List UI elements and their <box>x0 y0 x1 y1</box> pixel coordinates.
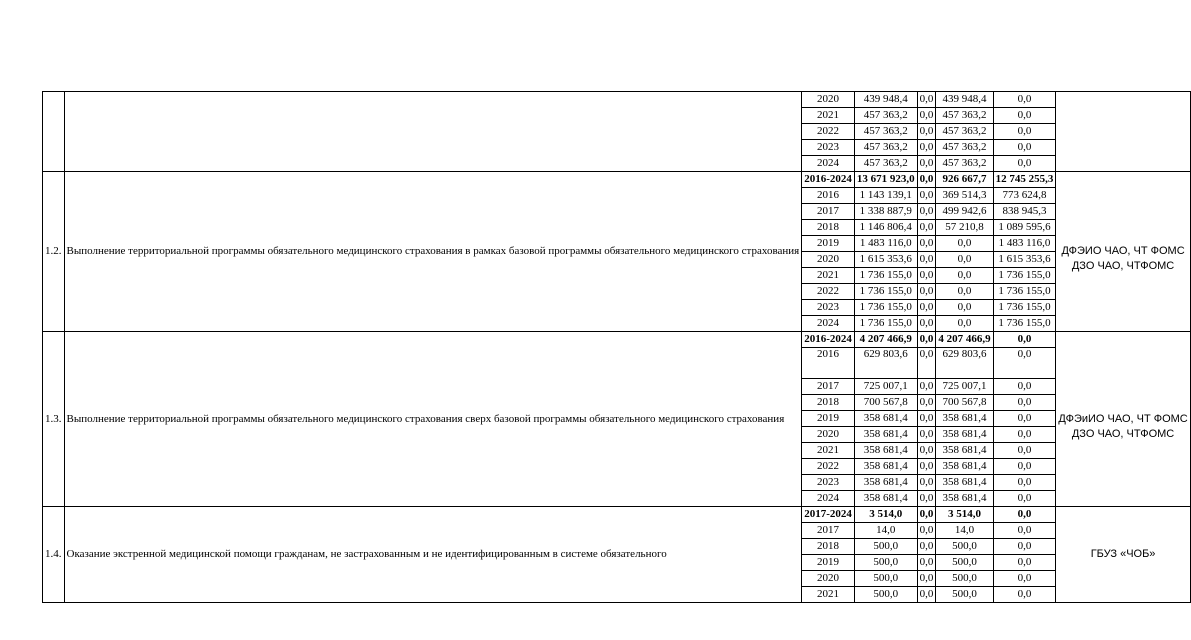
executor-name: ДФЭиИО ЧАО, ЧТ ФОМС <box>1058 412 1188 425</box>
year-cell: 2022 <box>802 124 855 140</box>
year-cell: 2021 <box>802 268 855 284</box>
total-cell: 358 681,4 <box>854 491 917 507</box>
ofoms-cell: 0,0 <box>993 427 1056 443</box>
okrug-budget-cell: 926 667,7 <box>936 172 993 188</box>
funding-table <box>42 91 1191 603</box>
total-cell: 457 363,2 <box>854 108 917 124</box>
total-cell: 358 681,4 <box>854 427 917 443</box>
year-cell: 2018 <box>802 395 855 411</box>
federal-budget-cell: 0,0 <box>917 443 936 459</box>
ofoms-cell: 0,0 <box>993 156 1056 172</box>
table-row <box>43 332 1191 348</box>
table-body <box>43 92 1191 603</box>
okrug-budget-cell: 700 567,8 <box>936 395 993 411</box>
okrug-budget-cell: 0,0 <box>936 316 993 332</box>
okrug-budget-cell: 358 681,4 <box>936 475 993 491</box>
ofoms-cell: 0,0 <box>993 587 1056 603</box>
year-cell: 2016-2024 <box>802 332 855 348</box>
ofoms-cell: 12 745 255,3 <box>993 172 1056 188</box>
year-cell: 2021 <box>802 108 855 124</box>
year-cell: 2021 <box>802 443 855 459</box>
total-cell: 1 736 155,0 <box>854 316 917 332</box>
okrug-budget-cell: 457 363,2 <box>936 108 993 124</box>
ofoms-cell: 0,0 <box>993 108 1056 124</box>
federal-budget-cell: 0,0 <box>917 268 936 284</box>
year-cell: 2023 <box>802 300 855 316</box>
ofoms-cell: 0,0 <box>993 124 1056 140</box>
ofoms-cell: 0,0 <box>993 539 1056 555</box>
executor-cell <box>1056 332 1190 507</box>
federal-budget-cell: 0,0 <box>917 427 936 443</box>
federal-budget-cell: 0,0 <box>917 411 936 427</box>
total-cell: 1 736 155,0 <box>854 268 917 284</box>
executor-name: ДЗО ЧАО, ЧТФОМС <box>1071 260 1175 272</box>
item-number: 1.2. <box>43 172 65 332</box>
federal-budget-cell: 0,0 <box>917 284 936 300</box>
executor-name: ГБУЗ «ЧОБ» <box>1090 548 1156 560</box>
federal-budget-cell: 0,0 <box>917 108 936 124</box>
total-cell: 500,0 <box>854 539 917 555</box>
total-cell: 500,0 <box>854 587 917 603</box>
measure-name: Выполнение территориальной программы обязательного медицинского страхования в рамках базовой программы обязательного медицинского страхования <box>64 172 802 332</box>
total-cell: 1 736 155,0 <box>854 284 917 300</box>
okrug-budget-cell: 3 514,0 <box>936 507 993 523</box>
okrug-budget-cell: 0,0 <box>936 300 993 316</box>
total-cell: 1 483 116,0 <box>854 236 917 252</box>
federal-budget-cell: 0,0 <box>917 236 936 252</box>
total-cell: 500,0 <box>854 555 917 571</box>
measure-name: Оказание экстренной медицинской помощи гражданам, не застрахованным и не идентифицированным в системе обязательного <box>64 507 802 603</box>
executor-name <box>1058 397 1187 412</box>
year-cell: 2020 <box>802 571 855 587</box>
year-cell: 2016 <box>802 188 855 204</box>
table-row <box>43 507 1191 523</box>
total-cell: 4 207 466,9 <box>854 332 917 348</box>
year-cell: 2023 <box>802 475 855 491</box>
ofoms-cell: 773 624,8 <box>993 188 1056 204</box>
executor-name: ДЗО ЧАО, ЧТФОМС <box>1071 427 1175 440</box>
table-row <box>43 172 1191 188</box>
year-cell: 2017 <box>802 523 855 539</box>
federal-budget-cell: 0,0 <box>917 172 936 188</box>
ofoms-cell: 1 736 155,0 <box>993 316 1056 332</box>
total-cell: 14,0 <box>854 523 917 539</box>
federal-budget-cell: 0,0 <box>917 332 936 348</box>
year-cell: 2017 <box>802 204 855 220</box>
total-cell: 1 146 806,4 <box>854 220 917 236</box>
ofoms-cell: 0,0 <box>993 507 1056 523</box>
year-cell: 2019 <box>802 555 855 571</box>
ofoms-cell: 0,0 <box>993 332 1056 348</box>
total-cell: 358 681,4 <box>854 459 917 475</box>
item-number: 1.3. <box>43 332 65 507</box>
federal-budget-cell: 0,0 <box>917 300 936 316</box>
ofoms-cell: 0,0 <box>993 555 1056 571</box>
federal-budget-cell: 0,0 <box>917 156 936 172</box>
okrug-budget-cell: 499 942,6 <box>936 204 993 220</box>
okrug-budget-cell: 358 681,4 <box>936 443 993 459</box>
ofoms-cell: 838 945,3 <box>993 204 1056 220</box>
executor-cell <box>1056 172 1190 332</box>
ofoms-cell: 0,0 <box>993 395 1056 411</box>
okrug-budget-cell: 57 210,8 <box>936 220 993 236</box>
okrug-budget-cell: 500,0 <box>936 539 993 555</box>
year-cell: 2023 <box>802 140 855 156</box>
okrug-budget-cell: 629 803,6 <box>936 348 993 379</box>
federal-budget-cell: 0,0 <box>917 316 936 332</box>
okrug-budget-cell: 457 363,2 <box>936 140 993 156</box>
ofoms-cell: 0,0 <box>993 443 1056 459</box>
year-cell: 2020 <box>802 92 855 108</box>
federal-budget-cell: 0,0 <box>917 124 936 140</box>
okrug-budget-cell: 0,0 <box>936 236 993 252</box>
ofoms-cell: 0,0 <box>993 348 1056 379</box>
total-cell: 358 681,4 <box>854 443 917 459</box>
okrug-budget-cell: 358 681,4 <box>936 427 993 443</box>
total-cell: 725 007,1 <box>854 379 917 395</box>
federal-budget-cell: 0,0 <box>917 459 936 475</box>
federal-budget-cell: 0,0 <box>917 587 936 603</box>
ofoms-cell: 1 483 116,0 <box>993 236 1056 252</box>
measure-name: Выполнение территориальной программы обязательного медицинского страхования сверх базовой программы обязательного медицинского страхования <box>64 332 802 507</box>
ofoms-cell: 0,0 <box>993 491 1056 507</box>
total-cell: 700 567,8 <box>854 395 917 411</box>
okrug-budget-cell: 358 681,4 <box>936 491 993 507</box>
ofoms-cell: 0,0 <box>993 571 1056 587</box>
year-cell: 2016 <box>802 348 855 379</box>
okrug-budget-cell: 725 007,1 <box>936 379 993 395</box>
federal-budget-cell: 0,0 <box>917 395 936 411</box>
federal-budget-cell: 0,0 <box>917 555 936 571</box>
total-cell: 358 681,4 <box>854 411 917 427</box>
ofoms-cell: 0,0 <box>993 379 1056 395</box>
okrug-budget-cell: 439 948,4 <box>936 92 993 108</box>
ofoms-cell: 1 089 595,6 <box>993 220 1056 236</box>
year-cell: 2024 <box>802 316 855 332</box>
table-row <box>43 92 1191 108</box>
ofoms-cell: 0,0 <box>993 459 1056 475</box>
federal-budget-cell: 0,0 <box>917 204 936 220</box>
okrug-budget-cell: 457 363,2 <box>936 124 993 140</box>
ofoms-cell: 0,0 <box>993 411 1056 427</box>
total-cell: 457 363,2 <box>854 156 917 172</box>
okrug-budget-cell: 358 681,4 <box>936 411 993 427</box>
total-cell: 439 948,4 <box>854 92 917 108</box>
year-cell: 2020 <box>802 252 855 268</box>
total-cell: 358 681,4 <box>854 475 917 491</box>
year-cell: 2024 <box>802 156 855 172</box>
ofoms-cell: 0,0 <box>993 523 1056 539</box>
ofoms-cell: 0,0 <box>993 92 1056 108</box>
federal-budget-cell: 0,0 <box>917 92 936 108</box>
total-cell: 500,0 <box>854 571 917 587</box>
federal-budget-cell: 0,0 <box>917 252 936 268</box>
okrug-budget-cell: 500,0 <box>936 555 993 571</box>
year-cell: 2017-2024 <box>802 507 855 523</box>
year-cell: 2021 <box>802 587 855 603</box>
federal-budget-cell: 0,0 <box>917 523 936 539</box>
total-cell: 1 338 887,9 <box>854 204 917 220</box>
total-cell: 1 143 139,1 <box>854 188 917 204</box>
federal-budget-cell: 0,0 <box>917 507 936 523</box>
executor-cell <box>1056 507 1190 603</box>
okrug-budget-cell: 0,0 <box>936 284 993 300</box>
year-cell: 2020 <box>802 427 855 443</box>
executor-name: ДФЭИО ЧАО, ЧТ ФОМС <box>1061 245 1185 257</box>
ofoms-cell: 0,0 <box>993 140 1056 156</box>
executor-cell <box>1056 92 1190 172</box>
total-cell: 457 363,2 <box>854 124 917 140</box>
total-cell: 1 615 353,6 <box>854 252 917 268</box>
okrug-budget-cell: 4 207 466,9 <box>936 332 993 348</box>
total-cell: 1 736 155,0 <box>854 300 917 316</box>
okrug-budget-cell: 0,0 <box>936 252 993 268</box>
federal-budget-cell: 0,0 <box>917 491 936 507</box>
year-cell: 2019 <box>802 236 855 252</box>
year-cell: 2024 <box>802 491 855 507</box>
executor-name <box>1058 229 1187 244</box>
okrug-budget-cell: 358 681,4 <box>936 459 993 475</box>
measure-name <box>64 92 802 172</box>
federal-budget-cell: 0,0 <box>917 348 936 379</box>
federal-budget-cell: 0,0 <box>917 188 936 204</box>
federal-budget-cell: 0,0 <box>917 539 936 555</box>
total-cell: 13 671 923,0 <box>854 172 917 188</box>
okrug-budget-cell: 369 514,3 <box>936 188 993 204</box>
okrug-budget-cell: 0,0 <box>936 268 993 284</box>
okrug-budget-cell: 14,0 <box>936 523 993 539</box>
federal-budget-cell: 0,0 <box>917 571 936 587</box>
year-cell: 2022 <box>802 284 855 300</box>
year-cell: 2022 <box>802 459 855 475</box>
year-cell: 2016-2024 <box>802 172 855 188</box>
federal-budget-cell: 0,0 <box>917 379 936 395</box>
ofoms-cell: 1 736 155,0 <box>993 284 1056 300</box>
ofoms-cell: 1 736 155,0 <box>993 300 1056 316</box>
year-cell: 2017 <box>802 379 855 395</box>
item-number <box>43 92 65 172</box>
year-cell: 2018 <box>802 539 855 555</box>
okrug-budget-cell: 500,0 <box>936 587 993 603</box>
total-cell: 3 514,0 <box>854 507 917 523</box>
federal-budget-cell: 0,0 <box>917 475 936 491</box>
okrug-budget-cell: 457 363,2 <box>936 156 993 172</box>
item-number: 1.4. <box>43 507 65 603</box>
ofoms-cell: 1 736 155,0 <box>993 268 1056 284</box>
okrug-budget-cell: 500,0 <box>936 571 993 587</box>
ofoms-cell: 1 615 353,6 <box>993 252 1056 268</box>
ofoms-cell: 0,0 <box>993 475 1056 491</box>
total-cell: 457 363,2 <box>854 140 917 156</box>
year-cell: 2018 <box>802 220 855 236</box>
total-cell: 629 803,6 <box>854 348 917 379</box>
year-cell: 2019 <box>802 411 855 427</box>
federal-budget-cell: 0,0 <box>917 220 936 236</box>
federal-budget-cell: 0,0 <box>917 140 936 156</box>
